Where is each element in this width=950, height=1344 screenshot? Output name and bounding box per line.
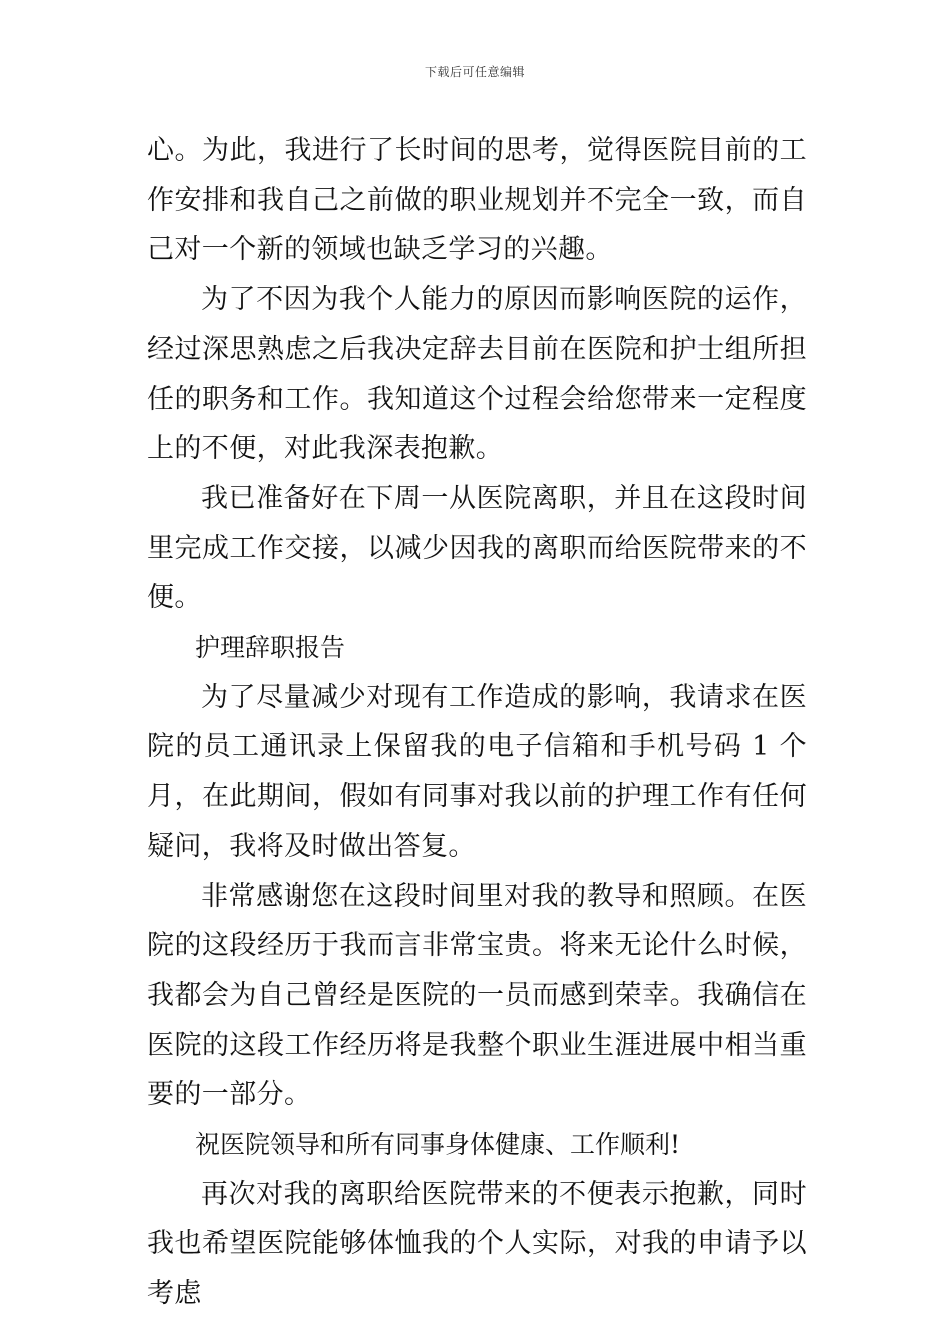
section-heading: 护理辞职报告 (195, 633, 346, 663)
paragraph-contact-retention: 为了尽量减少对现有工作造成的影响，我请求在医院的员工通讯录上保留我的电子信箱和手机号码 1 个月，在此期间，假如有同事对我以前的护理工作有任何疑问，我将及时做出答复。 (147, 681, 807, 862)
page-header: 下载后可任意编辑 (424, 65, 525, 79)
paragraph-apology: 再次对我的离职给医院带来的不便表示抱歉，同时我也希望医院能够体恤我的个人实际，对我的申请予以考虑 (147, 1178, 807, 1310)
paragraph-handover: 我已准备好在下周一从医院离职，并且在这段时间里完成工作交接，以减少因我的离职而给医院带来的不便。 (147, 482, 807, 614)
paragraph-wishes: 祝医院领导和所有同事身体健康、工作顺利! (195, 1130, 681, 1160)
paragraph-gratitude: 非常感谢您在这段时间里对我的教导和照顾。在医院的这段经历于我而言非常宝贵。将来无论什么时候，我都会为自己曾经是医院的一员而感到荣幸。我确信在医院的这段工作经历将是我整个职业生涯进展中相当重要的一部分。 (147, 880, 807, 1111)
paragraph-resignation-decision: 为了不因为我个人能力的原因而影响医院的运作，经过深思熟虑之后我决定辞去目前在医院和护士组所担任的职务和工作。我知道这个过程会给您带来一定程度上的不便，对此我深表抱歉。 (147, 284, 807, 465)
document-body (147, 126, 807, 1319)
paragraph-continuation: 心。为此，我进行了长时间的思考，觉得医院目前的工作安排和我自己之前做的职业规划并不完全一致，而自己对一个新的领域也缺乏学习的兴趣。 (147, 135, 807, 266)
